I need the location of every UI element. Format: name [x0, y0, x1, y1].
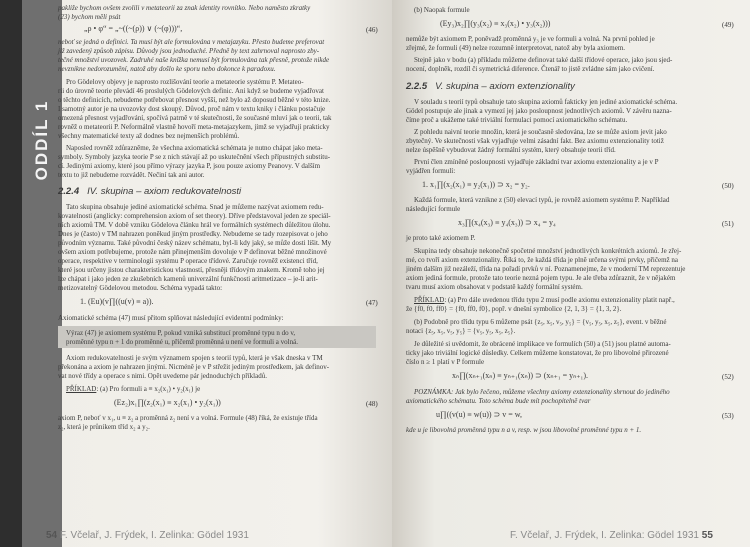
text-line: číme proč a ukážeme také triviální formulaci pomocí axiomatického schématu.	[406, 116, 628, 124]
page-footer	[510, 530, 713, 541]
text-line: Axiomatické schéma (47) musí přitom splňovat následující evidentní podmínky:	[58, 314, 284, 322]
text-line: ovšem axiom potřebujeme, protože nám přinejmenším dovoluje v P definovat běžné množinové	[58, 248, 327, 256]
text-line: které jsou určeny jistou charakteristickou vlastností, přesněji třídovým znakem. Kromě toho jej	[58, 266, 325, 274]
footer-text: F. Včelař, J. Frýdek, I. Zelinka: Gödel 1931	[510, 530, 699, 541]
equation-number: (49)	[722, 21, 734, 29]
text-line: Je důležité si uvědomit, že obrácené implikace ve formulích (50) a (51) jsou platné automa-	[414, 340, 671, 348]
text-line: z₂, která je průnikem tříd x₂ a y₂.	[58, 423, 150, 431]
equation-46: „ρ • φ“ = „~((~(ρ)) ∨ (~(φ)))“,	[84, 24, 183, 33]
text-line: vat nové třídy a operace s nimi. Opět uvedeme pár jednoduchých příkladů.	[58, 372, 267, 380]
example-line	[66, 385, 200, 393]
text-line: (b) Podobně pro třídu typu 6 můžeme psát {z₅, x₅, v₅, y₅} = {v₅, y₅, x₅, z₅}, event. v běžné	[414, 318, 667, 326]
text-line: axiom P, neboť v x₁, u ≡ z₂ a proměnná z₂ není v a volná. Formule (48) říká, že existuje třída	[58, 414, 318, 422]
text-line: notaci {z₅, x₅, v₅, y₅} = {v₅, y₅, x₅, z₅}.	[406, 327, 516, 335]
text-line: pakliže bychom ovšem zvolili v metateorii za znak identity rovnítko. Nebo naměsto zkratky	[58, 4, 311, 12]
text-line: je proto také axiomem P.	[406, 234, 476, 242]
text-line: symboly. Symboly jazyka teorie P se z nich stávají až po uskutečnění všech přípustných substitu-	[58, 153, 331, 161]
text-line: Výraz (47) je axiomem systému P, pokud vzniká substitucí proměnné typu n do v,	[66, 329, 296, 337]
text-line: číslo n ≥ 1 platí v P formule	[406, 358, 485, 366]
text-line: původním významu. Také původní český název schématu, byl-li kdy jaký, se může dosti lišit. My	[58, 239, 332, 247]
text-line: textu to již nebudeme rozvádět. Nečiní tak ani autor.	[58, 171, 205, 179]
text-line: omezená přesnost vyjadřování, spočívá patrně v té skutečnosti, že současné mluví jak o teorii, tak	[58, 114, 332, 122]
text-line: axiom jediná formule, protože tato teorie nezná pojem typu. Je ale třeba zdůraznit, že v nějakém	[406, 274, 676, 282]
section-title: IV. skupina – axiom redukovatelnosti	[87, 186, 242, 197]
section-title: V. skupina – axiom extenzionality	[435, 81, 575, 92]
text-line: zbytečný. Ve skutečnosti však vyjadřuje velmi zásadní fakt. Bez axiomu extenzionality totiž	[406, 137, 664, 145]
text-line: Dnes je (často) v TM nahrazen poněkud jiným prostředky. Nebudeme se tady rozepisovat o jeho	[58, 230, 328, 238]
text-line: Naposled rovněž zdůrazněme, že všechna axiomatická schémata je nutno chápat jako meta-	[66, 144, 323, 152]
text-line: kde u je libovolná proměnná typu n a v, resp. w jsou libovolné proměnné typu n + 1.	[406, 426, 642, 434]
text-line: (23) bychom měli psát	[58, 13, 121, 21]
text-line: (b) Naopak formule	[414, 6, 470, 14]
text-line: následující formule	[406, 205, 461, 213]
text-line: Každá formule, která vznikne z (50) elevací typů, je rovněž axiomem systému P. Například	[414, 196, 670, 204]
example-text: : (a) Pro dále uvedenou třídu typu 2 musí podle axiomu extenzionality platit např.,	[444, 296, 675, 304]
text-line: I samotný autor je na uvozovky dost skoupý. Důvod, proč nám v textu kniky i článku postačuje	[58, 105, 326, 113]
text-line: mé, co tvoří axiom extenzionality. Říká to, že každá třída je plně určena svými prvky, přičemž na	[406, 256, 678, 264]
equation-number: (47)	[366, 299, 378, 307]
text-line: kovatelnosti (anglicky: comprehension axiom of set theory). Dříve představoval jeden ze speciál-	[58, 212, 331, 220]
example-label: PŘÍKLAD	[66, 385, 97, 393]
text-line: metizovatelný Gödelovou metodou. Schéma vypadá takto:	[58, 284, 223, 292]
footer-text: F. Včelař, J. Frýdek, I. Zelinka: Gödel 1931	[59, 530, 249, 541]
text-line: již zavedený způsob zápisu. Důvody jsou jednoduché. Předně by text zahrnoval naprosto zby-	[58, 47, 320, 55]
text-line: rovněž o metateorii P. Neformálně vlastně hovoří meta-metajazykem, jímž se vyjadřují prakticky	[58, 123, 330, 131]
equation-number: (48)	[366, 400, 378, 408]
text-line: První člen zmíněné posloupnosti vyjadřuje základní tvar axiomu extenzionality a je v P	[414, 158, 659, 166]
equation-52: xₙ∏(xₙ₊₁(xₙ) ≡ yₙ₊₁(xₙ)) ⊃ (xₙ₊₁ = yₙ₊₁).	[452, 371, 588, 380]
text-line: Stejně jako v bodu (a) příkladu můžeme definovat také další třídové operace, jako jsou sjed-	[414, 56, 673, 64]
equation-53: u∏((v(u) ≡ w(u)) ⊃ v = w,	[436, 410, 522, 419]
text-line: zřejmé, že formuli (49) nelze rozumně interpretovat, natož aby byla axiomem.	[406, 44, 626, 52]
equation-number: (53)	[722, 412, 734, 420]
text-line: nocení, doplněk, rozdíl či symetrická diference. Čtenář to jistě zvládne sám jako cvičení.	[406, 65, 655, 73]
equation-number: (51)	[722, 220, 734, 228]
page-footer	[46, 530, 249, 541]
section-number: 2.2.4	[58, 186, 80, 197]
text-line: že {f0, f0, ff0} = {f0, ff0, f0}, popř. v dnešní symbolice {2, 1, 3} = {1, 3, 2}.	[406, 305, 622, 313]
text-line: Tato skupina obsahuje jediné axiomatické schéma. Snad je můžeme nazývat axiomem redu-	[66, 203, 324, 211]
section-heading-224	[58, 186, 241, 197]
text-line: nevznikne nedorozumění, natož aby došlo ke sporu nebo dokonce k paradoxu.	[58, 65, 276, 73]
page-number: 55	[701, 530, 713, 541]
text-line: V souladu s teorií typů obsahuje tato skupina axiomů fakticky jen jediné axiomatické schéma.	[414, 98, 678, 106]
page-number: 54	[46, 530, 58, 541]
left-page	[22, 0, 392, 547]
text-line: rii do úrovně teorie převádí 46 proslulých Gödelových definic. Ani když se budeme vyjadřovat	[58, 87, 324, 95]
equation-49: (Ey₃)x₂∏(y₃(x₂) ≡ x₃(x₂) • y₃(x₂)))	[440, 19, 551, 28]
text-line: operace, respektive v terminologii systému P operace třídové. Zaručuje rovněž existenci tříd,	[58, 257, 318, 265]
text-line: lze chápat i jako jeden ze zkušebních kamenů univerzální funkčnosti aritmetizace – je-li arit-	[58, 275, 318, 283]
equation-47: 1. (Eu)(v∏((u(v) ≡ a)).	[80, 297, 154, 306]
equation-number: (52)	[722, 373, 734, 381]
text-line: Gödel postupuje ale jinak a vymezí jej jako posloupnost jednotlivých axiomů. V závěru nazna-	[406, 107, 672, 115]
equation-number: (50)	[722, 182, 734, 190]
equation-number: (46)	[366, 26, 378, 34]
text-line: Pro Gödelovy objevy je naprosto rozlišování teorie a metateorie systému P. Metateo-	[66, 78, 304, 86]
text-line: Skupina tedy obsahuje nekonečně spočetné množství jednotlivých konkrétních axiomů. Je zřej-	[414, 247, 682, 255]
text-line: ticky jako triviální logické důsledky. Celkem můžeme konstatovat, že pro libovolné přirozené	[406, 349, 669, 357]
text-line: Z pohledu naivní teorie množin, která je současně sledována, lze se může axiom jevit jako	[414, 128, 667, 136]
text-line: Axiom redukovatelnosti je svým významem spojen s teorií typů, která je však dneska v TM	[66, 354, 323, 362]
text-line: proměnné typu n + 1 do proměnné u, přičemž proměnná u není ve formuli a volná.	[66, 338, 298, 346]
text-line: vyjádřen formulí:	[406, 167, 456, 175]
text-line: cí. Jedinými axiomy, které jsou přímo výrazy jazyka P, jsou pouze axiomy Peanovy. V dalším	[58, 162, 321, 170]
text-line: POZNÁMKA: Jak bylo řečeno, můžeme všechny axiomy extenzionality shrnout do jediného	[414, 388, 670, 396]
text-line: neboť se jedná o definici. Ta musí být ale formulována v metajazyku. Přesto budeme preferovat	[58, 38, 325, 46]
text-line: nelze úspěšně vybudovat žádný formální systém, který obsahuje teorii tříd.	[406, 146, 616, 154]
right-page	[392, 0, 750, 547]
equation-48: (Ez₂)x₁∏(z₂(x₁) ≡ x₂(x₁) • y₂(x₁))	[114, 398, 221, 407]
section-number: 2.2.5	[406, 81, 428, 92]
chapter-tab-label: ODDÍL 1	[32, 99, 51, 181]
text-line: ních axiomů TM. V době vzniku Gödelova článku hrál ve formálních systémech důležitou úlohu.	[58, 221, 331, 229]
text-line: překonána a axiom je nahrazen jinými. Nicméně je v P střežit jediným prostředkem, jak definov-	[58, 363, 330, 371]
text-line: tečné množství uvozovek. Zadruhé naše knížka nemusí být formulována tak přesně, protože nikde	[58, 56, 330, 64]
text-line: všechny matematické texty až dodnes bez nejmenších problémů.	[58, 132, 240, 140]
text-line: axiomatického schématu. Toto schéma bude mít pochopitelně tvar	[406, 397, 591, 405]
text-line: tvaru musí axiom obsahovat v podstatě každý formální systém.	[406, 283, 583, 291]
equation-51: x₃∏(x₄(x₃) ≡ y₄(x₃)) ⊃ x₄ = y₄	[458, 218, 556, 227]
text-line: o těchto definicích, nebudeme potřebovat přesnost vyšší, než bylo až doposud běžné v této knize.	[58, 96, 331, 104]
text-line: nemůže být axiomem P, poněvadž proměnná y₃ je ve formuli a volná. Na první pohled je	[406, 35, 655, 43]
example-line	[414, 296, 675, 304]
example-label: PŘÍKLAD	[414, 296, 445, 304]
text-line: jiném dalším již nezáleží, třída na pořadí prvků v ní. Poznamenejme, že v moderní TM reprezentuje	[406, 265, 686, 273]
equation-50: 1. x₁∏(x₂(x₁) ≡ y₂(x₁)) ⊃ x₂ = y₂.	[422, 180, 530, 189]
example-text: : (a) Pro formuli a ≡ x₂(x₁) • y₂(x₁) je	[96, 385, 201, 393]
section-heading-225	[406, 81, 575, 92]
chapter-tab	[22, 0, 62, 547]
